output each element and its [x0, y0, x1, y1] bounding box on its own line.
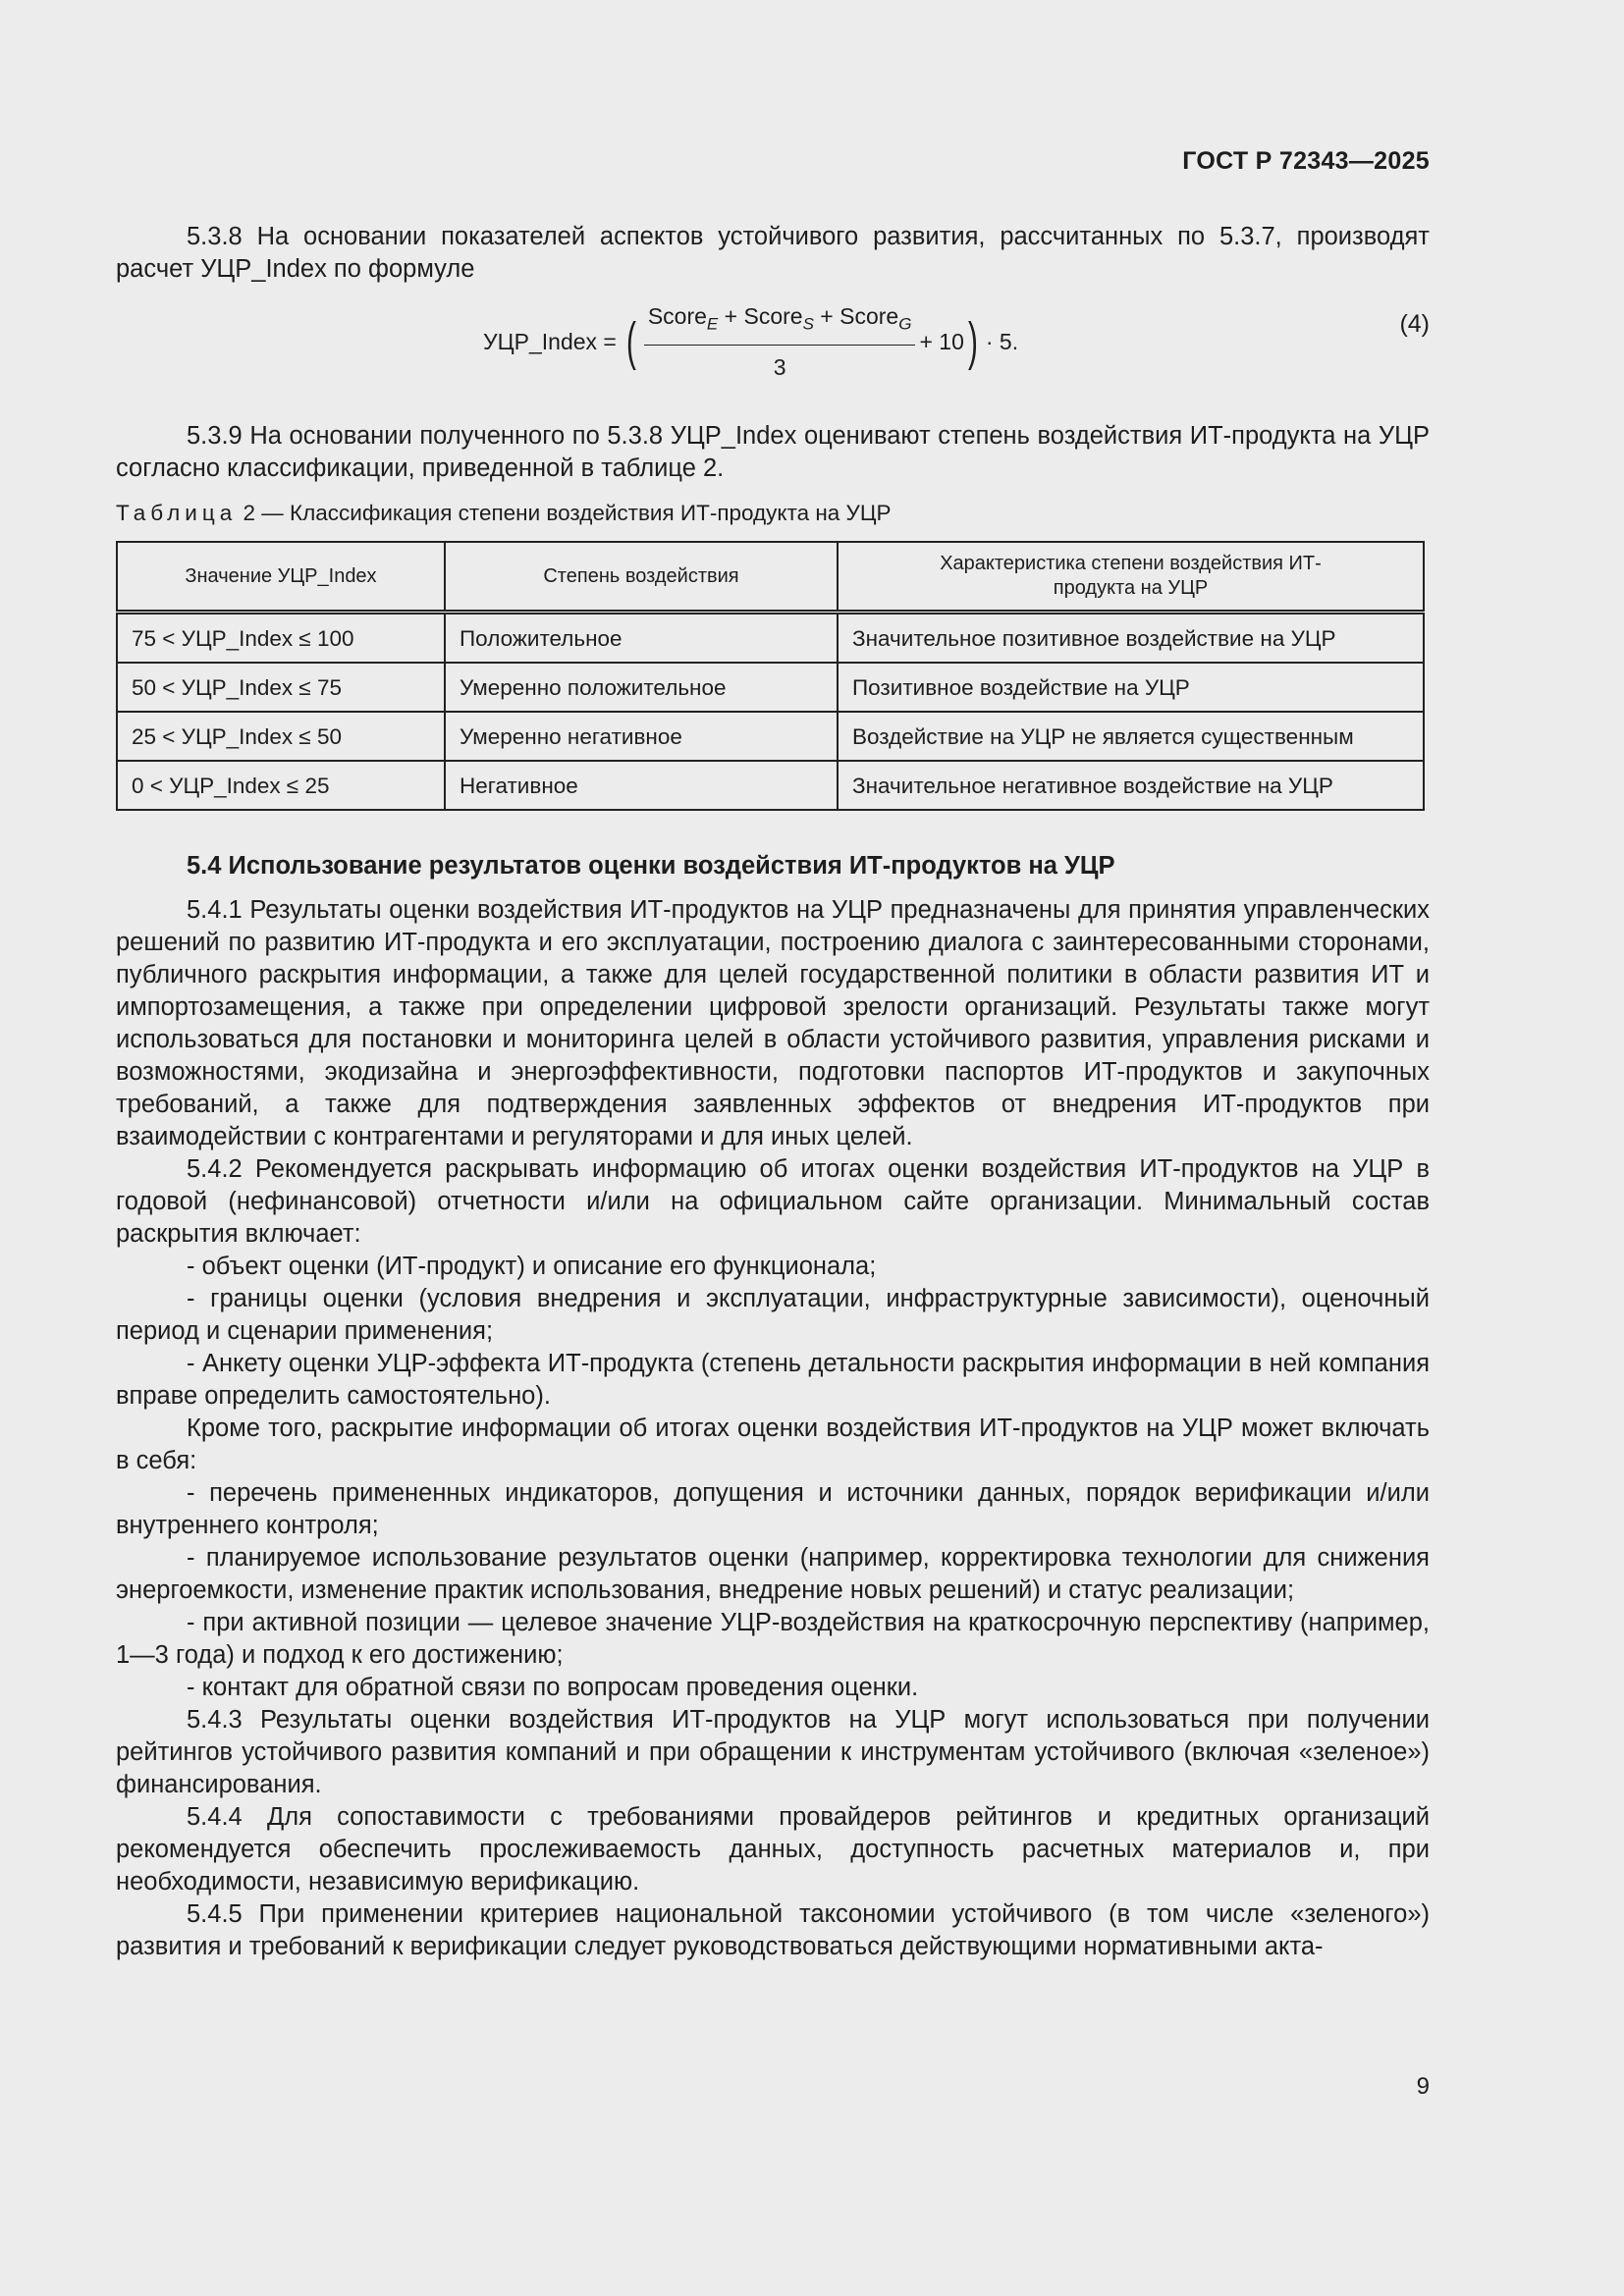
formula-lhs: УЦР_Index = — [483, 328, 617, 354]
sub-e: E — [706, 314, 719, 334]
cell-index: 0 < УЦР_Index ≤ 25 — [117, 761, 445, 810]
table-caption-text: 2 — Классификация степени воздействия ИТ-продукта на УЦР — [243, 501, 892, 525]
paragraph-5-4-4: 5.4.4 Для сопоставимости с требованиями провайдеров рейтингов и кредитных организаций рекомендуется обеспечить прослеживаемость данных, доступность расчетных материалов и, при необходимости, независимую верификацию. — [116, 1803, 1430, 1896]
list-item: - планируемое использование результатов оценки (например, корректировка технологии для снижения энергоемкости, изменение практик использования, внедрение новых решений) и статус реализации; — [116, 1544, 1430, 1604]
plus-1: + — [718, 303, 744, 329]
formula-4 — [116, 291, 1430, 408]
formula-expression — [483, 300, 1018, 384]
classification-table — [116, 541, 1425, 811]
plus-2: + — [813, 303, 840, 329]
cell-degree: Положительное — [445, 613, 838, 664]
list-item: - контакт для обратной связи по вопросам проведения оценки. — [187, 1674, 919, 1701]
table-row — [117, 613, 1424, 664]
header-impact-characteristic — [838, 542, 1424, 613]
score-s: Score — [743, 303, 803, 329]
left-paren: ( — [625, 312, 636, 372]
sub-s: S — [802, 314, 814, 334]
formula-plus-ten: + 10 — [919, 328, 964, 354]
table-caption — [116, 497, 1430, 529]
cell-index: 25 < УЦР_Index ≤ 50 — [117, 712, 445, 761]
cell-characteristic: Воздействие на УЦР не является существенным — [838, 712, 1424, 761]
header-characteristic-text: Характеристика степени воздействия ИТ-продукта на УЦР — [940, 553, 1322, 599]
paragraph-5-4-3: 5.4.3 Результаты оценки воздействия ИТ-продуктов на УЦР могут использоваться при получении рейтингов устойчивого развития компаний и при обращении к инструментам устойчивого (включая «зеленое») финансирования. — [116, 1706, 1430, 1798]
sub-g: G — [898, 314, 912, 334]
table-caption-word: Таблица — [116, 501, 238, 525]
table-row — [117, 663, 1424, 712]
document-code: ГОСТ Р 72343—2025 — [1182, 147, 1430, 175]
cell-index: 50 < УЦР_Index ≤ 75 — [117, 663, 445, 712]
cell-characteristic: Позитивное воздействие на УЦР — [838, 663, 1424, 712]
cell-degree: Умеренно положительное — [445, 663, 838, 712]
list-item: - перечень примененных индикаторов, допущения и источники данных, порядок верификации и/или внутреннего контроля; — [116, 1479, 1430, 1539]
list-item: - объект оценки (ИТ-продукт) и описание его функционала; — [187, 1253, 877, 1280]
table-header-row — [117, 542, 1424, 613]
paragraph-5-4-5: 5.4.5 При применении критериев национальной таксономии устойчивого (в том числе «зеленого») развития и требований к верификации следует руководствоваться действующими нормативными акта- — [116, 1900, 1430, 1960]
paragraph-5-4-2: 5.4.2 Рекомендуется раскрывать информацию об итогах оценки воздействия ИТ-продуктов на УЦР в годовой (нефинансовой) отчетности и/или на официальном сайте организации. Минимальный состав раскрытия включает: — [116, 1155, 1430, 1248]
paragraph-5-3-8: 5.3.8 На основании показателей аспектов устойчивого развития, рассчитанных по 5.3.7, производят расчет УЦР_Index по формуле — [116, 223, 1430, 283]
cell-index: 75 < УЦР_Index ≤ 100 — [117, 613, 445, 664]
score-e: Score — [647, 303, 707, 329]
list-item: - границы оценки (условия внедрения и эксплуатации, инфраструктурные зависимости), оценочный период и сценарии применения; — [116, 1285, 1430, 1345]
cell-characteristic: Значительное позитивное воздействие на УЦР — [838, 613, 1424, 664]
formula-tail: · 5. — [985, 328, 1019, 354]
page-content — [116, 221, 1430, 1963]
cell-characteristic: Значительное негативное воздействие на УЦР — [838, 761, 1424, 810]
formula-fraction — [644, 300, 916, 384]
paragraph-5-3-9: 5.3.9 На основании полученного по 5.3.8 УЦР_Index оценивают степень воздействия ИТ-продукта на УЦР согласно классификации, приведенной в таблице 2. — [116, 422, 1430, 482]
cell-degree: Негативное — [445, 761, 838, 810]
table-row — [117, 761, 1424, 810]
header-index-value: Значение УЦР_Index — [117, 542, 445, 613]
score-g: Score — [839, 303, 899, 329]
paragraph-additional-disclosure: Кроме того, раскрытие информации об итогах оценки воздействия ИТ-продуктов на УЦР может включать в себя: — [116, 1415, 1430, 1474]
header-impact-degree: Степень воздействия — [445, 542, 838, 613]
formula-denominator: 3 — [773, 353, 786, 380]
section-title-5-4: 5.4 Использование результатов оценки воздействия ИТ-продуктов на УЦР — [187, 852, 1115, 880]
table-row — [117, 712, 1424, 761]
list-item: - при активной позиции — целевое значение УЦР-воздействия на краткосрочную перспективу (например, 1—3 года) и подход к его достижению; — [116, 1609, 1430, 1669]
list-item: - Анкету оценки УЦР-эффекта ИТ-продукта (степень детальности раскрытия информации в ней компания вправе определить самостоятельно). — [116, 1350, 1430, 1410]
paragraph-5-4-1: 5.4.1 Результаты оценки воздействия ИТ-продуктов на УЦР предназначены для принятия управленческих решений по развитию ИТ-продукта и его эксплуатации, построению диалога с заинтересованными сторонами, публичного раскрытия информации, а также для целей государственной политики в области развития ИТ и импортозамещения, а также при определении цифровой зрелости организаций. Результаты также могут использоваться для постановки и мониторинга целей в области устойчивого развития, управления рисками и возможностями, экодизайна и энергоэффективности, подготовки паспортов ИТ-продуктов и закупочных требований, а также для подтверждения заявленных эффектов от внедрения ИТ-продуктов при взаимодействии с контрагентами и регуляторами и для иных целей. — [116, 896, 1430, 1150]
formula-number: (4) — [1399, 310, 1430, 338]
formula-numerator — [644, 300, 916, 346]
page-number: 9 — [1416, 2073, 1430, 2100]
cell-degree: Умеренно негативное — [445, 712, 838, 761]
right-paren: ) — [967, 312, 978, 372]
